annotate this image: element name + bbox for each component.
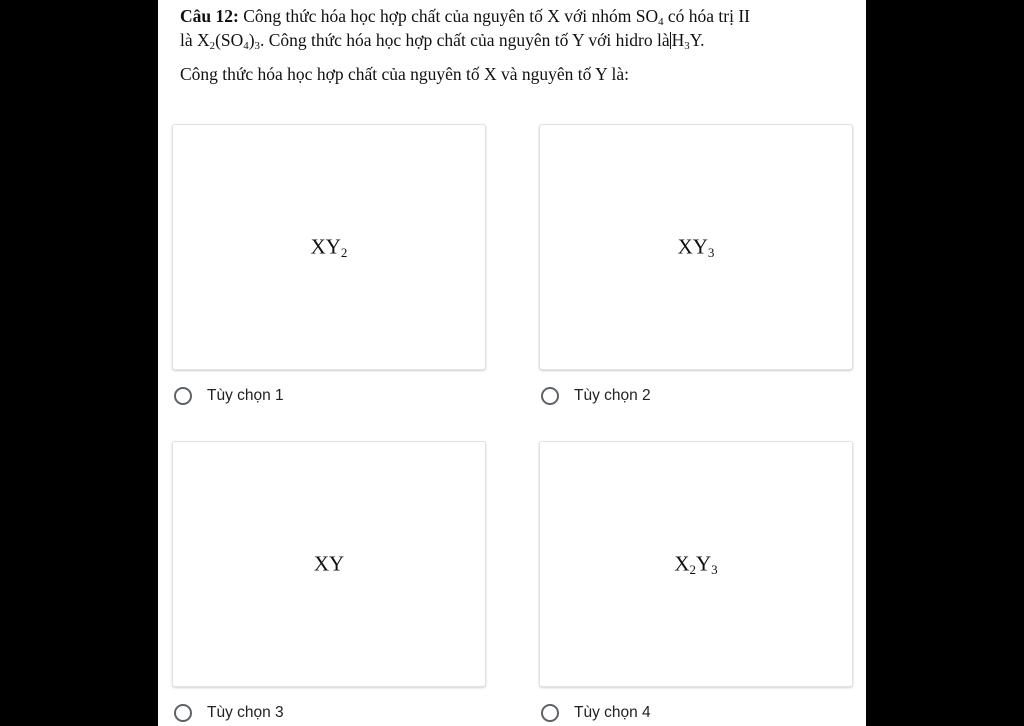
option-3-image-card[interactable] — [172, 441, 486, 687]
formula-tail: Y — [696, 551, 712, 576]
option-3-label: Tùy chọn 3 — [207, 704, 284, 721]
option-1-image-card[interactable] — [172, 124, 486, 370]
formula-main: X — [674, 551, 690, 576]
option-1-choice[interactable] — [174, 384, 284, 408]
formula-subscript: 2 — [689, 562, 696, 578]
question-number: Câu 12: — [180, 6, 239, 26]
radio-button-1[interactable] — [174, 387, 192, 405]
formula-subscript-2: 3 — [711, 562, 718, 578]
subscript: 4 — [243, 40, 249, 53]
radio-button-3[interactable] — [174, 704, 192, 722]
option-2-formula — [540, 235, 852, 260]
radio-button-4[interactable] — [541, 704, 559, 722]
question-prompt: Công thức hóa học hợp chất của nguyên tố X và nguyên tố Y là: — [180, 64, 630, 84]
question-line2-e: H — [671, 30, 685, 50]
text-cursor — [670, 32, 671, 49]
quiz-page — [158, 0, 866, 726]
question-line1-text: Công thức hóa học hợp chất của nguyên tố X với nhóm SO — [238, 6, 659, 26]
option-3-choice[interactable] — [174, 701, 284, 725]
question-line-1 — [180, 4, 860, 28]
option-1-label: Tùy chọn 1 — [207, 387, 284, 404]
formula-main: XY — [313, 551, 345, 576]
question-line2-b: (SO — [215, 30, 244, 50]
formula-subscript: 2 — [340, 245, 348, 261]
option-2-image-card[interactable] — [539, 124, 853, 370]
option-4-formula — [540, 552, 852, 577]
subscript: 2 — [209, 40, 216, 53]
subscript: 3 — [254, 40, 260, 53]
question-line2-c: ) — [248, 30, 255, 50]
option-4-label: Tùy chọn 4 — [574, 704, 651, 721]
subscript: 3 — [684, 40, 690, 53]
question-line2-f: Y. — [689, 30, 705, 50]
question-line1-end: có hóa trị II — [663, 6, 750, 26]
formula-main: XY — [310, 234, 341, 259]
option-1-formula — [173, 235, 485, 260]
option-4-choice[interactable] — [541, 701, 651, 725]
question-line-2 — [180, 28, 860, 52]
radio-button-2[interactable] — [541, 387, 559, 405]
question-line2-d: . Công thức hóa học hợp chất của nguyên tố Y với hidro là — [259, 30, 670, 50]
option-3-formula — [173, 552, 485, 577]
option-4-image-card[interactable] — [539, 441, 853, 687]
option-2-choice[interactable] — [541, 384, 651, 408]
question-line2-a: là X — [180, 30, 210, 50]
formula-subscript: 3 — [707, 245, 715, 261]
question-text — [180, 4, 860, 52]
option-2-label: Tùy chọn 2 — [574, 387, 651, 404]
formula-main: XY — [677, 234, 708, 259]
subscript: 4 — [658, 16, 664, 29]
